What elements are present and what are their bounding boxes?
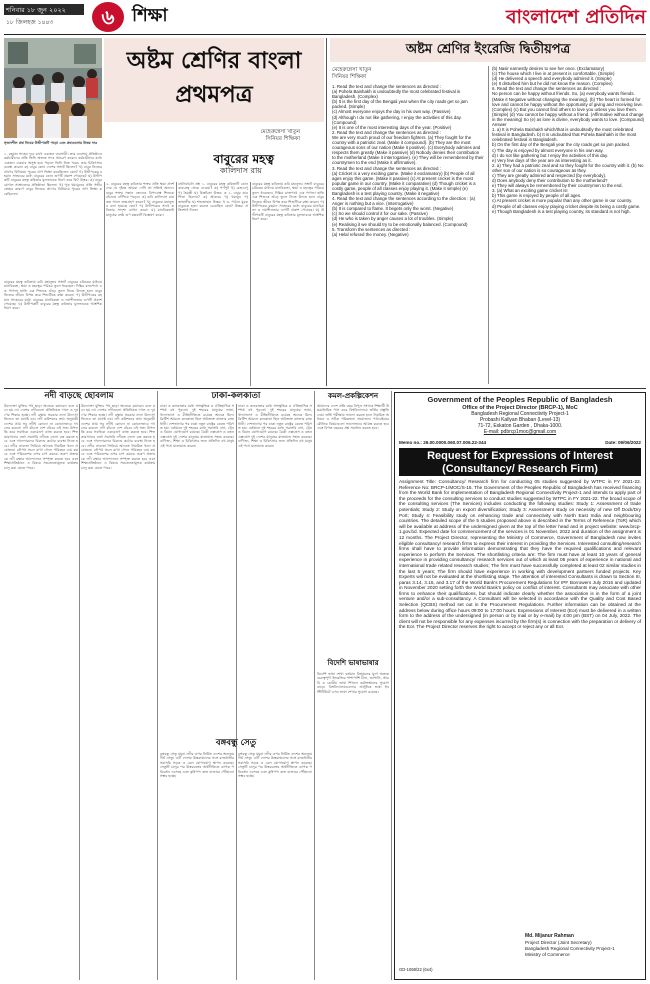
right-col-rule <box>488 66 489 384</box>
gov-ad-title2: (Consultancy/ Research Firm) <box>442 463 598 475</box>
lower-rule-3 <box>236 404 237 980</box>
lower-rule-4 <box>314 391 315 980</box>
right-article-author-role: সিনিয়র শিক্ষিকা <box>332 74 367 80</box>
gov-ad-signer-name: Md. Mijanur Rahman <box>525 933 574 939</box>
gov-ad-gov: Government of the Peoples Republic of Bangladesh <box>427 395 613 404</box>
col-rule-3 <box>250 182 251 386</box>
gov-ad-email[interactable]: E-mail: pdbrcp1moc@gmail.com <box>483 429 557 435</box>
center-divider <box>326 38 327 386</box>
gov-ad-project: Bangladesh Regional Connectivity Project-1 <box>471 411 569 417</box>
gov-ad-title1: Request for Expressions of Interest <box>427 450 613 462</box>
col-rule-1 <box>104 182 105 386</box>
left-article-body-col4: বাবুরের মহত্ব কবিতায় কবি মহানুভব সম্রাট বাবুরের চরিত্রের মাধ্যমে মানবিকতা, ক্ষমা ও মহত্বের পরিচয় তুলে ধরেছেন। দিল্লির রাজপথে এক পাগলা হাতি এক শিশুকে শুঁড়ে তুলে নিতে উদ্যত হলে বাবুর নিজের জীবন বিপন্ন করে শিশুটিকে রক্ষা করেন। গ) উদ্দীপকের রহমান সাহেবের মধ্যে বাবুরের মানবিকতা ও দয়াশীলতার গুণটি প্রকাশ পেয়েছে। ঘ) উদ্দীপকটি বাবুরের মহত্ব কবিতার মূলভাবকে আংশিক ধারণ করে। <box>252 182 326 222</box>
lower-mid-body-b: ঢাকা ও কলকাতার মধ্যে সাংস্কৃতিক ও ঐতিহাসিক সম্পর্ক বহু পুরনো। দুই শহরের মানুষের ভাষা, খাদ্যাভ্যাস ও রীতিনীতিতে রয়েছে অনেক মিল। ব্রিটিশ আমলে কলকাতা ছিল অবিভক্ত বাংলার রাজধানী। দেশভাগের পর ঢাকা নতুন রাষ্ট্রের কেন্দ্রে পরিণত হয়। বর্তমানে দুই শহরের মধ্যে সরাসরি বাস, ট্রেন ও বিমান যোগাযোগ রয়েছে। মৈত্রী এক্সপ্রেস ও বন্ধন এক্সপ্রেস দুই দেশের মানুষের যাতায়াত সহজ করেছে। বাণিজ্য, শিক্ষা ও চিকিৎসার জন্য প্রতিদিন বহু মানুষ এই পথে যাতায়াত করেন। <box>238 404 314 448</box>
left-article-subtitle: বাবুরের মহত্ব <box>213 152 274 166</box>
gov-ad-memo-date: Date: 09/06/2022 <box>605 440 641 445</box>
right-article-title: অষ্টম শ্রেণির ইংরেজি দ্বিতীয়পত্র <box>405 42 571 57</box>
gov-ad-signer-title2: Bangladesh Regional Connectivity Project-1 <box>525 946 615 951</box>
lower-mid-body2-a: বঙ্গবন্ধু সেতু যমুনা নদীর ওপর নির্মিত দেশের অন্যতম দীর্ঘ সেতু। এটি দেশের উত্তরাঞ্চলের সঙ্গে রাজধানীর সরাসরি সড়ক ও রেল যোগাযোগ স্থাপন করেছে। সেতুটি চালুর পর উত্তরবঙ্গের অর্থনীতিতে ব্যাপক পরিবর্তন এসেছে এবং কৃষিপণ্য দ্রুত বাজারে পৌঁছানো সম্ভব হচ্ছে। <box>160 752 236 779</box>
masthead <box>0 0 650 36</box>
gov-ad-body: Assignment Title: Consultancy/ Research firm for conducting 05 studies suggested by WTPC in FY 2021-22. Reference No: BRCP-1/MOC/S-15. The Government of the Peoples Republic of Bangladesh has received financing from the World Bank for implementation of Bangladesh Regional Connectivity Project-1 and intends to apply part of the proceeds for the consulting services to conduct studies suggested by WTPC in FY 2021-22. The broad scope of the consulting services (The Services) includes conducting the following studies: Study 1: Assessment of trade potentials; Study 2: Study on export diversification; Study 3: Assessment study on necessity of new Off Dock/Dry Port; Study 4: Feasibility study on enhancing trade and connectivity with North East India and neighbouring countries. The detailed scope of the 5 studies proposed above is described in the Terms of Reference (ToR) which will be available at address of the undersigned given at the top of the letter head and in project website: www.brcp-1.gov.bd. Expected date for commencement of the services is 01 November, 2022 and duration of the assignment is 12 months. The Project Director, representing the Ministry of Commerce, Government of Bangladesh now invites eligible consultancy/ research firms to express their interest in providing the Services. Interested consulting/research firms shall have to provide information demonstrating that they have the required qualifications and relevant experience to perform the Services. The shortlisting criteria are: The firm must have at least 10 years of general experience in providing consultancy/ research services out of which at least 05 years of experience in national and international trade related research studies; The firm must have successfully completed at least 02 similar studies in the last 5 years; The firm should have experience in working with development partners funded projects. Key Experts will not be evaluated at the shortlisting stage. The attention of interested Consultants is drawn to Section III, paras 3.14, 3.16, and 3.17 of the World Bank's Procurement Regulations for IPF Borrowers July 2016 and updated in November 2020 setting forth the World Bank's policy on conflict of interest. Consultants may associate with other firms to enhance their qualifications, but should indicate clearly whether the association is in the form of a joint venture and/or a sub-consultancy. A Consultant will be selected in accordance with the Quality and Cost Based Selection (QCBS) method set out in the Procurement Regulations. Further information can be obtained at the address below during office hours 09:00 to 17:00 hours. Expressions of Interest (EoI) must be delivered in a written form to the address of the undersigned (in person or by mail or by e-mail) by 4:00 pm (BST) on 04 July, 2022. The client will not be responsible for any expenses incurred by the firm(s) in connection with the preparation or delivery of the EoI. The Project Director reserves the right to accept or reject any or all EoI. <box>399 479 641 630</box>
gov-ad-signer-title1: Project Director (Joint Secretary) <box>525 940 592 945</box>
left-article-body-col2: ২. বাবুরের মহত্ব কবিতায় শত্রুর প্রতি ক্ষমা প্রদর্শনের যে দৃষ্টান্ত আমরা দেখি তা সত্যিই অনন্য। বাবুর শত্রুর সন্তান জেনেও বিপদগ্রস্ত শিশুকে বাঁচাতে ঝাঁপিয়ে পড়েন। ক) কবি কালিদাস রায় কত সালে জন্মগ্রহণ করেন? খ) বাবুরকে মহানুভব বলা হয়েছে কেন? গ) উদ্দীপকের সাথে কবিতার সাদৃশ্য ব্যাখ্যা করো। ঘ) মানবিকতাই মানুষের শ্রেষ্ঠ গুণ মন্তব্যটি বিশ্লেষণ করো। <box>106 182 176 217</box>
right-article-author-name: মেহেরুন্নেসা খাতুন <box>332 67 372 73</box>
mid-horizontal-rule <box>4 388 646 389</box>
right-article-col2: (b) Nasir earnestly desires to see her once. (Exclamatory) (c) The house which I live in at present is comfortable. (Simple) (d) He delivered a speech and everybody admired it. (Simple) (e) It disturbed him but he did not know the reason. (Complex) 6. Read the text and change the sentences as directed : No person can be happy without friends. So, (a) everybody wants friends. (Make it Negative without changing the meaning). (b) The heart is formed for love and cannot be happy without the opportunity of giving and receiving love. (Complex) (c) But you cannot find others to love you unless you love them. (Simple) (d) You cannot be happy without a friend. (Affirmative without change in the meaning) So (e) as love is divine, everybody wants to love. (Compound) Answer 1. a) It is Pohela Baishakh which/that is undoubtedly the most celebrated festival in Bangladesh. b) It is undoubted that Pohela Baishakh is the most celebrated festival in Bangladesh. b) On the first day of the Bengali year the city roads get so jam packed. c) The day is enjoyed by almost everyone in his own way. d) I do not like gathering but I enjoy the activities of this day. e) Very few days of the year are as interesting as it. 2. a) They had a patriotic zeal and so they fought for the country with it. (b) No other son of our nation is so courageous as they. c) They are greatly admired and respected (by everybody). d) Does anybody deny their contribution to the motherland? e) They will always be remembered by their countrymen to the end. 3. (a) What an exciting game cricket is! b) This game is enjoyed by people of all ages. c) At present cricket is more popular than any other game in our country. d) People of all classes enjoy playing cricket despite its being a costly game. e) Though Bangladesh is a test playing country, its standard is not high. <box>492 66 645 214</box>
gov-ad-address1: Probashi Kallyan Bhaban (Level-13) <box>479 417 561 423</box>
brand-logo: বাংলাদেশ প্রতিদিন <box>505 6 646 28</box>
lower-rule-1 <box>79 404 80 980</box>
lower-mid-body2-b: বঙ্গবন্ধু সেতু যমুনা নদীর ওপর নির্মিত দেশের অন্যতম দীর্ঘ সেতু। এটি দেশের উত্তরাঞ্চলের সঙ্গে রাজধানীর সরাসরি সড়ক ও রেল যোগাযোগ স্থাপন করেছে। সেতুটি চালুর পর উত্তরবঙ্গের অর্থনীতিতে ব্যাপক পরিবর্তন এসেছে এবং কৃষিপণ্য দ্রুত বাজারে পৌঁছানো সম্ভব হচ্ছে। <box>238 752 314 779</box>
section-title: শিক্ষা <box>132 5 168 26</box>
gov-ad-address2: 71-72, Eskaton Garden , Dhaka-1000. <box>477 423 563 429</box>
page-number: ৬ <box>101 5 115 29</box>
gov-ad <box>394 392 646 980</box>
lower-mid-heading: ঢাকা-কলকাতা <box>211 391 261 401</box>
lower-left-heading: নদী বাড়ছে ছোবলাম <box>44 391 114 401</box>
left-article-author-role: সিনিয়র শিক্ষিকা <box>265 136 300 142</box>
left-article-body-col1: ১. রহমান সাহেব দুবে রাখে একজন ব্যবসায়ী। তার ব্যবসায় প্রতিষ্ঠানে কর্মচারীদের প্রতি তিনি অত্যন্ত সদয় আচরণ করেন। কর্মচারীদের মধ্যে একজন একবার অসুস্থ হয়ে পড়লে তিনি নিজ খরচে তার চিকিৎসার ব্যবস্থা করেন। ক) বাবুর কোন দেশের সম্রাট ছিলেন? খ) বাবুর নিজের প্রাণের বিনিময়ে পুত্রের প্রাণ ভিক্ষা করেছিলেন কেন? গ) উদ্দীপকের রহমান সাহেবের মধ্যে বাবুরের কোন গুণটি প্রকাশ পেয়েছে? ঘ) উদ্দীপকটি বাবুরের মহত্ব কবিতার মূলভাবকে ধারণ করে কি? উত্তর: ক) বাবুর মোগল সাম্রাজ্যের প্রতিষ্ঠাতা ছিলেন। খ) পুত্র হুমায়ুনের প্রতি গভীর স্নেহের কারণে বাবুর নিজের প্রাণের বিনিময়ে পুত্রের প্রাণ ভিক্ষা করেছিলেন। <box>4 152 104 196</box>
classroom-photo <box>4 38 102 138</box>
left-article-body-col3: বহুনির্বাচনি প্রশ্ন ১. বাবুরের মহত্ব কবিতাটি কোন কাব্যগ্রন্থ থেকে নেওয়া? ক) পর্ণপুট খ) ব্রজবেণু গ) হৈমন্তী ঘ) চিত্তচিতা উত্তর: ক ২. বাবুর কার পিতা ছিলেন? ক) আকবর খ) হুমায়ুন গ) জাহাঙ্গীর ঘ) শাহজাহান উত্তর: খ ৩. পাঠান যুবক বাবুরকে হত্যা করতে চেয়েছিল কেন? উত্তর: প্রতিশোধ নিতে। <box>178 182 250 213</box>
header-rule <box>4 34 646 35</box>
lower-mid-heading2: বঙ্গবন্ধু সেতু <box>215 738 257 748</box>
left-article-subtitle-author: কালিদাস রায় <box>220 166 262 175</box>
lower-left-body-b: উদ্যোক্তা মুক্তির পথ ছাড়া অনেকে কমাবেন বলে মনে হয় না। দেশের নদীগুলো প্রতিনিয়ত দখল ও দূষণের শিকার হচ্ছে। নদী রক্ষায় সরকার নানা উদ্যোগ নিলেও তা যথেষ্ট নয়। নদী কমিশনের তথ্য অনুযায়ী দেশের প্রায় সব নদীই কোনো না কোনোভাবে দখলের কবলে। নদী বাঁচলে দেশ বাঁচবে এই সত্য উপলব্ধি করে সবাইকে একযোগে কাজ করতে হবে। শিল্পকারখানার বর্জ্য সরাসরি নদীতে ফেলা বন্ধ করতে হবে এবং দখলদারদের বিরুদ্ধে কঠোর ব্যবস্থা নিতে হবে। নদীর নাব্যতা ফিরিয়ে আনতে নিয়মিত খনন প্রয়োজন। নৌপথ সচল রাখা গেলে পরিবহন ব্যয় কমবে এবং পরিবেশের ওপর চাপ কমবে। তরুণ প্রজন্মকে নদী রক্ষার আন্দোলনে সম্পৃক্ত করতে হবে এবং শিক্ষাপ্রতিষ্ঠানে এ বিষয়ে সচেতনতামূলক কার্যক্রম চালু করা যেতে পারে। <box>81 404 157 470</box>
lower-mid2-heading2: বিদেশি ভাষাভাষার <box>327 659 379 667</box>
lower-mid2-body: আমাদের দেশে প্রতি বছর বিপুল সংখ্যক শিক্ষার্থী উচ্চমাধ্যমিক পাস করে বিশ্ববিদ্যালয়ে ভর্তির প্রস্তুতি নেয়। ভর্তি পরীক্ষায় ভালো করতে হলে নিয়মিত অধ্যয়ন ও সঠিক পরিকল্পনা প্রয়োজন। পাঠ্যবইয়ের মৌলিক বিষয়গুলো ভালোভাবে আয়ত্ত করতে হবে এবং বিগত বছরের প্রশ্ন সমাধান করতে হবে। <box>317 404 391 431</box>
gov-ad-code: GD-1068/22 (6x4) <box>399 967 433 972</box>
gov-ad-signer-title3: Ministry of Commerce <box>525 952 570 957</box>
header-date-hijri: ১৮ জিলহজ ১৪৪৩ <box>6 19 54 26</box>
lower-rule-2 <box>157 391 158 980</box>
lower-mid2-heading: কমল-প্রকল্পিকেশন <box>327 392 379 400</box>
gov-ad-office: Office of the Project Director (BRCP-1), MoC <box>462 405 578 411</box>
right-article-col1: 1. Read the text and change the sentences as directed : (a) Pohela Baishakh is undoubtedly the most celebrated festival in Bangladesh. (Complex) (b) It is the first day of the Bengali year when the city roads get so jam packed. (Simple) (c) Almost everyone enjoys the day in his own way. (Passive) (d) Although I do not like gathering, I enjoy the activities of this day. (Compound) (e) It is one of the most interesting days of the year. (Positive) 2. Read the text and change the sentences as directed : We are very much proud of our freedom fighters. (a) They fought for the country with a patriotic zeal. (Make it compound). (b) They are the most courageous sons of our nation (Make it positive). (c) Everybody admires and respects them greatly (Make it passive) (d) Nobody denies their contribution to the motherland (Make it interrogative). (e) They will be remembered by their countrymen to the end (Make it affirmative). 3. Read the text and change the sentences as directed : (a) Cricket is a very exciting game. (Make it exclamatory) (b) People of all ages enjoy this game. (Make it passive) (c) At present cricket is the most popular game in our country. (Make it comparative) (d) Though cricket is a costly game, people of all classes enjoy playing it. (Make it simple) (e) Bangladesh is a test playing country. (Make it negative) 4. Read the text and change the sentences according to the direction : (a) Anger is nothing but a vice. (Interrogative) (b) It is compared to flame. It begets only the worst. (Negative) (c) So we should control it for our sake. (Passive) (d) He who is taken by anger causes a lot of troubles. (Simple) (e) Realising it we should try to be emotionally balanced. (Compound) 5. Transform the sentences as directed : (a) Helal refused the money. (Negative) <box>332 84 484 237</box>
lower-left-body-a: উদ্যোক্তা মুক্তির পথ ছাড়া অনেকে কমাবেন বলে মনে হয় না। দেশের নদীগুলো প্রতিনিয়ত দখল ও দূষণের শিকার হচ্ছে। নদী রক্ষায় সরকার নানা উদ্যোগ নিলেও তা যথেষ্ট নয়। নদী কমিশনের তথ্য অনুযায়ী দেশের প্রায় সব নদীই কোনো না কোনোভাবে দখলের কবলে। নদী বাঁচলে দেশ বাঁচবে এই সত্য উপলব্ধি করে সবাইকে একযোগে কাজ করতে হবে। শিল্পকারখানার বর্জ্য সরাসরি নদীতে ফেলা বন্ধ করতে হবে এবং দখলদারদের বিরুদ্ধে কঠোর ব্যবস্থা নিতে হবে। নদীর নাব্যতা ফিরিয়ে আনতে নিয়মিত খনন প্রয়োজন। নৌপথ সচল রাখা গেলে পরিবহন ব্যয় কমবে এবং পরিবেশের ওপর চাপ কমবে। তরুণ প্রজন্মকে নদী রক্ষার আন্দোলনে সম্পৃক্ত করতে হবে এবং শিক্ষাপ্রতিষ্ঠানে এ বিষয়ে সচেতনতামূলক কার্যক্রম চালু করা যেতে পারে। <box>4 404 78 470</box>
lower-rule-5 <box>391 391 392 980</box>
left-article-body-col1b: বাবুরের মহত্ব কবিতায় কবি মহানুভব সম্রাট বাবুরের চরিত্রের মাধ্যমে মানবিকতা, ক্ষমা ও মহত্বের পরিচয় তুলে ধরেছেন। দিল্লির রাজপথে এক পাগলা হাতি এক শিশুকে শুঁড়ে তুলে নিতে উদ্যত হলে বাবুর নিজের জীবন বিপন্ন করে শিশুটিকে রক্ষা করেন। গ) উদ্দীপকের রহমান সাহেবের মধ্যে বাবুরের মানবিকতা ও দয়াশীলতার গুণটি প্রকাশ পেয়েছে। ঘ) উদ্দীপকটি বাবুরের মহত্ব কবিতার মূলভাবকে আংশিক ধারণ করে। <box>4 280 104 311</box>
gov-ad-memo: Memo no.: 26.00.0000.060.07.006.22-344 <box>399 440 487 445</box>
left-article-title: অষ্টম শ্রেণির বাংলা প্রথমপত্র <box>126 48 302 108</box>
lower-mid2-body2: বিদেশি ভাষা শেখা বর্তমান বিশ্বায়নের যুগে অত্যন্ত গুরুত্বপূর্ণ। ইংরেজির পাশাপাশি চীনা, জাপানি, আরবি ও কোরীয় ভাষা শিখলে কর্মসংস্থানের সুযোগ বাড়ে। বিশ্ববিদ্যালয়গুলোর আধুনিক ভাষা ইনস্টিটিউটে এসব ভাষা শেখার সুযোগ রয়েছে। <box>317 672 391 694</box>
classroom-photo-graphic <box>4 38 102 138</box>
lower-mid-body-a: ঢাকা ও কলকাতার মধ্যে সাংস্কৃতিক ও ঐতিহাসিক সম্পর্ক বহু পুরনো। দুই শহরের মানুষের ভাষা, খাদ্যাভ্যাস ও রীতিনীতিতে রয়েছে অনেক মিল। ব্রিটিশ আমলে কলকাতা ছিল অবিভক্ত বাংলার রাজধানী। দেশভাগের পর ঢাকা নতুন রাষ্ট্রের কেন্দ্রে পরিণত হয়। বর্তমানে দুই শহরের মধ্যে সরাসরি বাস, ট্রেন ও বিমান যোগাযোগ রয়েছে। মৈত্রী এক্সপ্রেস ও বন্ধন এক্সপ্রেস দুই দেশের মানুষের যাতায়াত সহজ করেছে। বাণিজ্য, শিক্ষা ও চিকিৎসার জন্য প্রতিদিন বহু মানুষ এই পথে যাতায়াত করেন। <box>160 404 236 448</box>
left-article-intro: সৃজনশীল প্রশ্ন নিচের উদ্দীপকটি পড়ো এবং প্রশ্নগুলোর উত্তর দাও <box>4 141 98 145</box>
header-date: শনিবার ১৮ জুন ২০২২ <box>6 6 66 14</box>
col-rule-2 <box>176 182 177 386</box>
left-article-author-name: মেহেরুন্নেসা খাতুন <box>260 129 300 135</box>
